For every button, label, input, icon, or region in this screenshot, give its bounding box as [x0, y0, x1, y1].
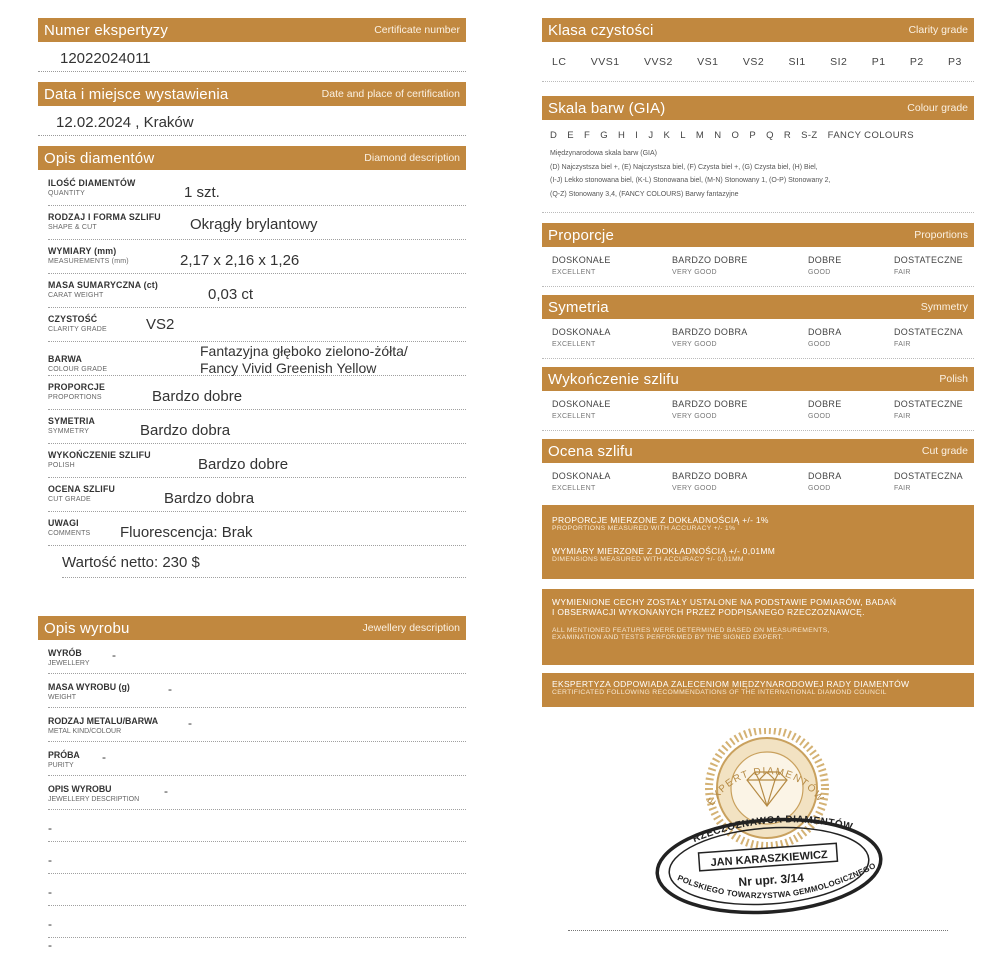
field-sublabel: METAL KIND/COLOUR: [48, 728, 122, 735]
colour-note: Międzynarodowa skala barw (GIA): [550, 150, 657, 157]
section-title-en: Jewellery description: [362, 622, 460, 634]
field-clarity: [48, 308, 466, 342]
clarity-grade: VS2: [742, 55, 765, 68]
colour-note: (Q-Z) Stonowany 3,4, (FANCY COLOURS) Barwy fantazyjne: [550, 190, 739, 198]
section-title-pl: Symetria: [548, 298, 609, 316]
expert-note-box: [542, 589, 974, 665]
stamp-name: JAN KARASZKIEWICZ: [710, 848, 829, 870]
scale-option-pl: DOBRE: [808, 399, 842, 409]
section-header-proportions: [542, 223, 974, 247]
clarity-grade: SI2: [830, 55, 848, 68]
polish-scale: [542, 391, 974, 431]
section-header-colour: [542, 96, 974, 120]
section-title-en: Polish: [939, 373, 968, 385]
field-label: MASA WYROBU (g): [48, 682, 130, 692]
field-polish: [48, 444, 466, 478]
colour-grade: F: [584, 130, 591, 141]
field-value-line2: Fancy Vivid Greenish Yellow: [200, 360, 377, 376]
blank-dash: -: [48, 938, 52, 952]
field-sublabel: JEWELLERY: [48, 660, 90, 667]
scale-option: [894, 255, 984, 286]
blank-dash: -: [48, 885, 52, 899]
jewellery-fields: [38, 640, 466, 956]
field-value: 0,03 ct: [208, 286, 254, 303]
field-value: Okrągły brylantowy: [190, 216, 318, 233]
scale-option-pl: DOSTATECZNE: [894, 399, 963, 409]
scale-option: [808, 255, 894, 286]
section-title-pl: Proporcje: [548, 226, 614, 244]
blank-line: [48, 906, 466, 938]
right-column: [542, 18, 974, 707]
field-symmetry: [48, 410, 466, 444]
section-title-pl: Opis wyrobu: [44, 619, 130, 637]
field-sublabel: PROPORTIONS: [48, 394, 102, 401]
scale-option-en: VERY GOOD: [672, 485, 717, 492]
section-header-jewellery-description: [38, 616, 466, 640]
field-value: Bardzo dobre: [152, 388, 243, 405]
field-value: -: [102, 750, 106, 764]
field-value: Fantazyjna głęboko zielono-żółta/: [200, 343, 408, 359]
colour-grade: E: [567, 130, 575, 141]
scale-option: [672, 399, 808, 430]
clarity-grade: LC: [552, 55, 567, 68]
field-sublabel: POLISH: [48, 462, 75, 469]
section-title-en: Diamond description: [364, 152, 460, 164]
symmetry-scale: [542, 319, 974, 359]
field-value: 2,17 x 2,16 x 1,26: [180, 252, 300, 269]
colour-grade: R: [783, 130, 792, 141]
seal-ring-text: EXPERT DIAMENTÓW: [705, 765, 827, 808]
scale-option: [894, 399, 984, 430]
field-proportions: [48, 376, 466, 410]
section-title-en: Certificate number: [374, 24, 460, 36]
scale-option-pl: DOSKONAŁE: [552, 399, 611, 409]
clarity-grade: VS1: [697, 55, 719, 68]
signature-line: [568, 930, 948, 931]
field-value: -: [188, 716, 192, 730]
field-measurements: [48, 240, 466, 274]
date-place-value: 12.02.2024 , Kraków: [38, 106, 466, 136]
section-title-pl: Ocena szlifu: [548, 442, 633, 460]
note-en: DIMENSIONS MEASURED WITH ACCURACY +/- 0,01MM: [552, 556, 744, 563]
scale-option-en: GOOD: [808, 413, 831, 420]
scale-option-en: GOOD: [808, 485, 831, 492]
field-label: OPIS WYROBU: [48, 784, 112, 794]
colour-grade: M: [695, 130, 705, 141]
field-value: 1 szt.: [184, 184, 220, 201]
scale-option-pl: BARDZO DOBRA: [672, 327, 748, 337]
proportions-scale: [542, 247, 974, 287]
colour-scale: [542, 120, 974, 141]
field-sublabel: SYMMETRY: [48, 428, 90, 435]
field-value: -: [168, 682, 172, 696]
clarity-grade: P2: [909, 55, 924, 68]
section-header-diamond-description: [38, 146, 466, 170]
section-title-pl: Wykończenie szlifu: [548, 370, 680, 388]
section-title-pl: Data i miejsce wystawienia: [44, 85, 229, 103]
field-label: MASA SUMARYCZNA (ct): [48, 280, 159, 290]
scale-option-pl: DOSTATECZNA: [894, 327, 963, 337]
scale-option-pl: DOSKONAŁE: [552, 255, 611, 265]
council-note-box: [542, 673, 974, 707]
field-label: UWAGI: [48, 518, 79, 528]
field-quantity: [48, 172, 466, 206]
section-title-pl: Opis diamentów: [44, 149, 155, 167]
accuracy-note-box: [542, 505, 974, 579]
colour-grade: K: [663, 130, 671, 141]
section-title-en: Colour grade: [907, 102, 968, 114]
field-weight: [48, 674, 466, 708]
scale-option: [552, 255, 672, 286]
note-en: PROPORTIONS MEASURED WITH ACCURACY +/- 1%: [552, 525, 736, 532]
scale-option: [552, 327, 672, 358]
field-metal-kind: [48, 708, 466, 742]
note-en: CERTIFICATED FOLLOWING RECOMMENDATIONS OF THE INTERNATIONAL DIAMOND COUNCIL: [552, 689, 887, 696]
stamp-top-text: RZECZOZNAWCA DIAMENTÓW: [691, 814, 854, 846]
scale-option-en: VERY GOOD: [672, 269, 717, 276]
section-header-date-place: [38, 82, 466, 106]
scale-option-pl: DOBRE: [808, 255, 842, 265]
scale-option-pl: DOSKONAŁA: [552, 327, 611, 337]
colour-grade: FANCY COLOURS: [827, 130, 914, 141]
blank-line: [48, 842, 466, 874]
note-en: EXAMINATION AND TESTS PERFORMED BY THE SIGNED EXPERT.: [552, 634, 784, 641]
field-jewellery-description: [48, 776, 466, 810]
scale-option-en: EXCELLENT: [552, 413, 596, 420]
scale-option: [808, 471, 894, 503]
field-sublabel: MEASUREMENTS (mm): [48, 258, 129, 265]
scale-option-en: EXCELLENT: [552, 485, 596, 492]
scale-option-en: EXCELLENT: [552, 341, 596, 348]
colour-grade: D: [550, 130, 558, 141]
scale-option-pl: DOSTATECZNE: [894, 255, 963, 265]
scale-option-pl: BARDZO DOBRE: [672, 399, 748, 409]
field-carat-weight: [48, 274, 466, 308]
section-header-clarity: [542, 18, 974, 42]
section-header-certificate-number: [38, 18, 466, 42]
colour-grade: P: [749, 130, 757, 141]
scale-option-en: FAIR: [894, 269, 911, 276]
note-en: ALL MENTIONED FEATURES WERE DETERMINED BASED ON MEASUREMENTS,: [552, 627, 830, 634]
blank-dash: -: [48, 853, 52, 867]
scale-option: [808, 399, 894, 430]
colour-grade: I: [635, 130, 639, 141]
colour-grade: L: [680, 130, 686, 141]
field-label: SYMETRIA: [48, 416, 96, 426]
field-label: BARWA: [48, 354, 83, 364]
field-value: Fluorescencja: Brak: [120, 524, 253, 541]
field-jewellery: [48, 640, 466, 674]
clarity-grade: P3: [948, 55, 962, 68]
scale-option-en: GOOD: [808, 269, 831, 276]
scale-option-en: EXCELLENT: [552, 269, 596, 276]
field-value: -: [112, 648, 116, 662]
clarity-grade: P1: [871, 55, 886, 68]
expert-stamp: [654, 812, 884, 919]
scale-option-pl: DOSKONAŁA: [552, 471, 611, 481]
section-title-en: Cut grade: [921, 445, 968, 457]
field-sublabel: CLARITY GRADE: [48, 326, 107, 333]
certificate-number-value: 12022024011: [38, 42, 466, 72]
scale-option: [808, 327, 894, 358]
field-sublabel: CUT GRADE: [48, 496, 91, 503]
colour-grade: N: [714, 130, 722, 141]
note-pl: WYMIARY MIERZONE Z DOKŁADNOŚCIĄ +/- 0,01MM: [552, 546, 776, 556]
stamp-bottom-text: POLSKIEGO TOWARZYSTWA GEMMOLOGICZNEGO: [676, 861, 878, 901]
scale-option-en: FAIR: [894, 413, 911, 420]
note-pl: EKSPERTYZA ODPOWIADA ZALECENIOM MIĘDZYNARODOWEJ RADY DIAMENTÓW: [552, 679, 910, 689]
scale-option-pl: DOSTATECZNA: [894, 471, 963, 481]
field-sublabel: PURITY: [48, 762, 74, 769]
section-header-symmetry: [542, 295, 974, 319]
scale-option: [552, 399, 672, 430]
field-sublabel: JEWELLERY DESCRIPTION: [48, 796, 140, 803]
scale-option-pl: BARDZO DOBRE: [672, 255, 748, 265]
section-header-cut-grade: [542, 439, 974, 463]
field-label: OCENA SZLIFU: [48, 484, 116, 494]
field-colour: [48, 342, 466, 376]
colour-grade: S-Z: [801, 130, 818, 141]
field-label: CZYSTOŚĆ: [48, 314, 98, 324]
scale-option-en: FAIR: [894, 485, 911, 492]
scale-option: [894, 471, 984, 503]
field-value: -: [164, 784, 168, 798]
scale-option-pl: BARDZO DOBRA: [672, 471, 748, 481]
section-title-en: Date and place of certification: [321, 88, 460, 100]
colour-grade: H: [618, 130, 626, 141]
note-pl: I OBSERWACJI WYKONANYCH PRZEZ PODPISANEGO RZECZOZNAWCĘ.: [552, 607, 865, 617]
scale-option-en: VERY GOOD: [672, 413, 717, 420]
colour-grade: J: [648, 130, 654, 141]
clarity-scale: [542, 42, 974, 82]
field-sublabel: CARAT WEIGHT: [48, 292, 104, 299]
field-label: RODZAJ METALU/BARWA: [48, 716, 159, 726]
field-sublabel: COMMENTS: [48, 530, 91, 537]
field-label: RODZAJ I FORMA SZLIFU: [48, 212, 161, 222]
note-pl: WYMIENIONE CECHY ZOSTAŁY USTALONE NA PODSTAWIE POMIARÓW, BADAŃ: [552, 597, 897, 607]
blank-dash: -: [48, 821, 52, 835]
field-sublabel: COLOUR GRADE: [48, 366, 108, 373]
section-title-en: Symmetry: [920, 301, 968, 313]
diamond-fields: [38, 172, 466, 578]
colour-grade: Q: [766, 130, 774, 141]
scale-option-pl: DOBRA: [808, 471, 842, 481]
section-title-pl: Klasa czystości: [548, 21, 654, 39]
field-comments: [48, 512, 466, 546]
colour-grade: O: [731, 130, 740, 141]
net-value: Wartość netto: 230 $: [62, 554, 466, 578]
field-value: Bardzo dobra: [164, 490, 255, 507]
field-label: WYKOŃCZENIE SZLIFU: [48, 450, 151, 460]
scale-option: [672, 471, 808, 503]
scale-option-pl: DOBRA: [808, 327, 842, 337]
section-title-en: Proportions: [914, 229, 968, 241]
field-label: WYRÓB: [48, 648, 82, 658]
scale-option: [552, 471, 672, 503]
section-title-pl: Skala barw (GIA): [548, 99, 666, 117]
section-title-pl: Numer ekspertyzy: [44, 21, 169, 39]
scale-option: [894, 327, 984, 358]
field-sublabel: SHAPE & CUT: [48, 224, 97, 231]
clarity-grade: SI1: [788, 55, 806, 68]
field-cut-grade: [48, 478, 466, 512]
section-header-polish: [542, 367, 974, 391]
stamp-license-number: Nr upr. 3/14: [738, 870, 805, 890]
field-purity: [48, 742, 466, 776]
scale-option-en: GOOD: [808, 341, 831, 348]
blank-line: [48, 874, 466, 906]
colour-note: (I-J) Lekko stonowana biel, (K-L) Stonowana biel, (M-N) Stonowany 1, (O-P) Stonowany 2,: [550, 177, 831, 184]
scale-option-en: VERY GOOD: [672, 341, 717, 348]
field-label: WYMIARY (mm): [48, 246, 117, 256]
blank-dash: -: [48, 917, 52, 931]
field-value: Bardzo dobre: [198, 456, 289, 473]
field-value: VS2: [146, 316, 175, 333]
left-column: [38, 18, 466, 956]
clarity-grade: VVS1: [590, 55, 620, 68]
scale-option: [672, 327, 808, 358]
section-title-en: Clarity grade: [908, 24, 968, 36]
field-shape-cut: [48, 206, 466, 240]
field-value: Bardzo dobra: [140, 422, 231, 439]
colour-notes: [542, 141, 974, 213]
field-sublabel: QUANTITY: [48, 190, 85, 197]
field-label: ILOŚĆ DIAMENTÓW: [48, 178, 136, 188]
colour-grade: G: [600, 130, 609, 141]
cut-grade-scale: [542, 463, 974, 503]
expert-seal: [647, 728, 887, 924]
field-label: PRÓBA: [48, 750, 80, 760]
scale-option: [672, 255, 808, 286]
note-pl: PROPORCJE MIERZONE Z DOKŁADNOŚCIĄ +/- 1%: [552, 515, 769, 525]
scale-option-en: FAIR: [894, 341, 911, 348]
blank-line: [48, 810, 466, 842]
clarity-grade: VVS2: [643, 55, 673, 68]
field-label: PROPORCJE: [48, 382, 106, 392]
field-sublabel: WEIGHT: [48, 694, 76, 701]
blank-line: [48, 938, 466, 956]
colour-note: (D) Najczystsza biel +, (E) Najczystsza biel, (F) Czysta biel +, (G) Czysta biel, (H) Biel,: [550, 163, 818, 171]
